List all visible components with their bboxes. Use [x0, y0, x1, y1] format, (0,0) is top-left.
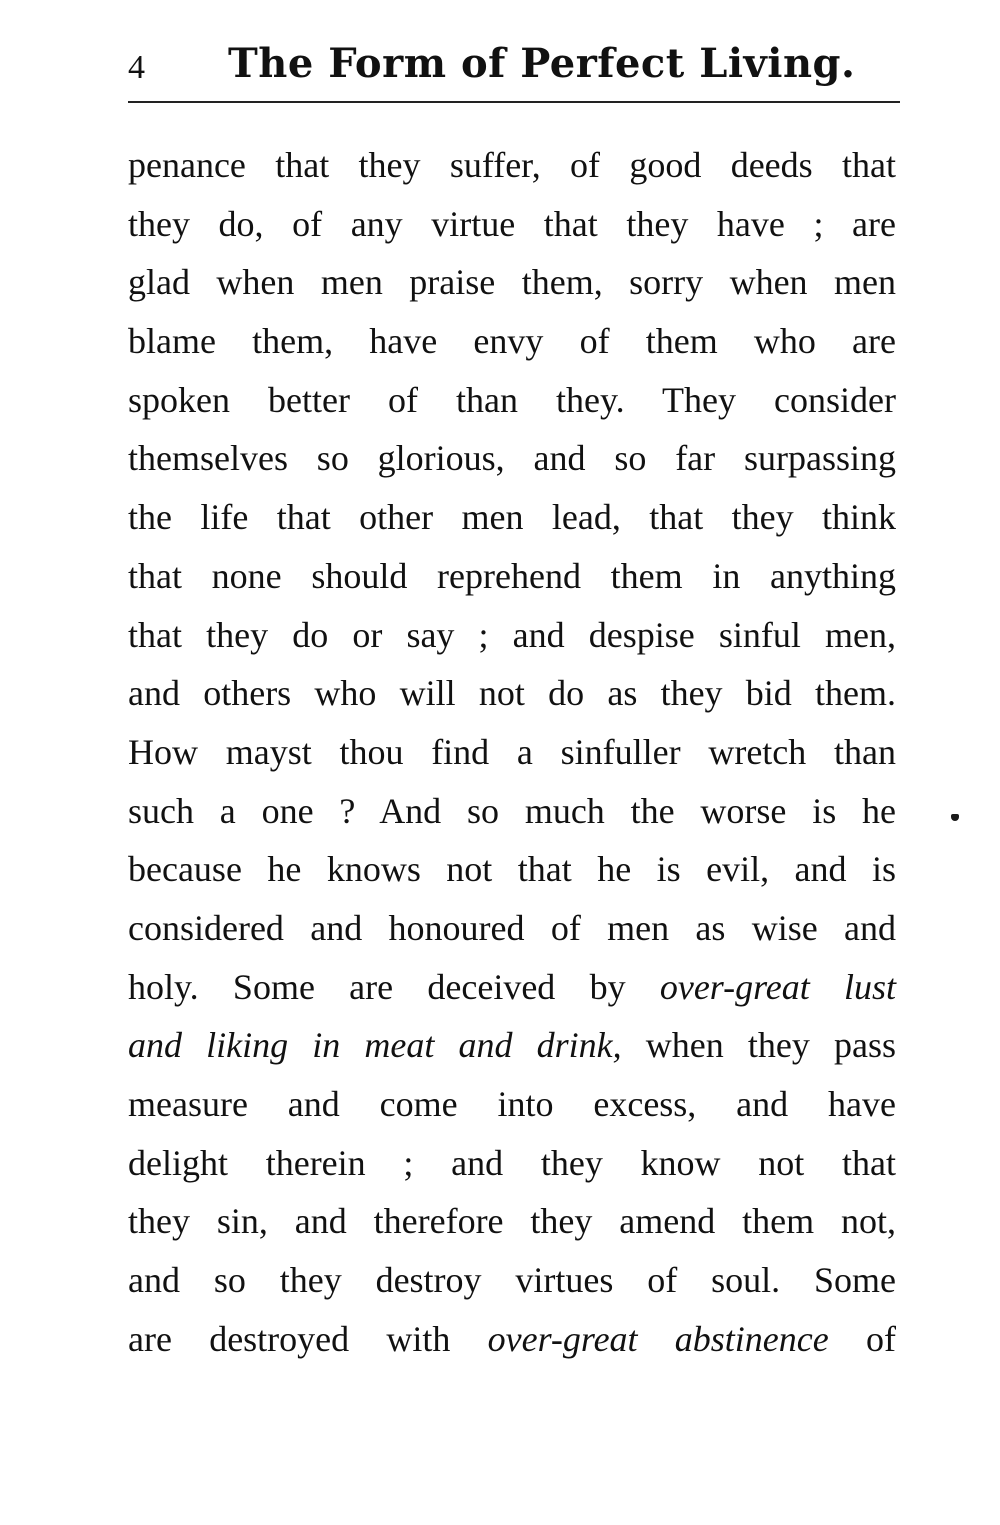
text-run: are destroyed with	[128, 1318, 488, 1359]
text-line: delight therein ; and they know not that	[128, 1142, 896, 1183]
text-run: of	[828, 1318, 896, 1359]
text-line: glad when men praise them, sorry when men	[128, 262, 896, 303]
page-number: 4	[128, 49, 145, 86]
text-line	[128, 958, 896, 1017]
text-line: because he knows not that he is evil, and is	[128, 849, 896, 890]
italic-phrase: over-great abstinence	[487, 1318, 829, 1359]
text-line: blame them, have envy of them who are	[128, 321, 896, 362]
text-line: How mayst thou find a sinfuller wretch than	[128, 731, 896, 772]
text-line: themselves so glorious, and so far surpassing	[128, 438, 896, 479]
italic-phrase: over-great lust	[659, 966, 897, 1007]
italic-phrase: and liking in meat and drink,	[128, 1025, 622, 1066]
text-line: measure and come into excess, and have	[128, 1084, 896, 1124]
text-run: when they pass	[621, 1025, 896, 1066]
text-line: and others who will not do as they bid them.	[128, 673, 896, 714]
text-line: that none should reprehend them in anything	[128, 555, 896, 596]
ink-speck	[951, 814, 959, 821]
body-text	[128, 136, 896, 1368]
text-line: they sin, and therefore they amend them not,	[128, 1201, 896, 1242]
text-line: such a one ? And so much the worse is he	[128, 790, 896, 831]
text-line: the life that other men lead, that they think	[128, 497, 896, 538]
header-rule	[128, 101, 900, 103]
text-line: they do, of any virtue that they have ; are	[128, 203, 896, 244]
text-run: holy. Some are deceived by	[128, 966, 660, 1007]
text-line: and so they destroy virtues of soul. Some	[128, 1260, 896, 1301]
text-line	[128, 1310, 896, 1369]
text-line: that they do or say ; and despise sinful men,	[128, 614, 896, 655]
text-line	[128, 1016, 896, 1075]
text-line: penance that they suffer, of good deeds that	[128, 145, 896, 185]
page-header	[128, 40, 900, 96]
text-line: considered and honoured of men as wise and	[128, 907, 896, 948]
text-line: spoken better of than they. They consider	[128, 379, 896, 420]
running-title: The Form of Perfect Living.	[228, 40, 856, 87]
